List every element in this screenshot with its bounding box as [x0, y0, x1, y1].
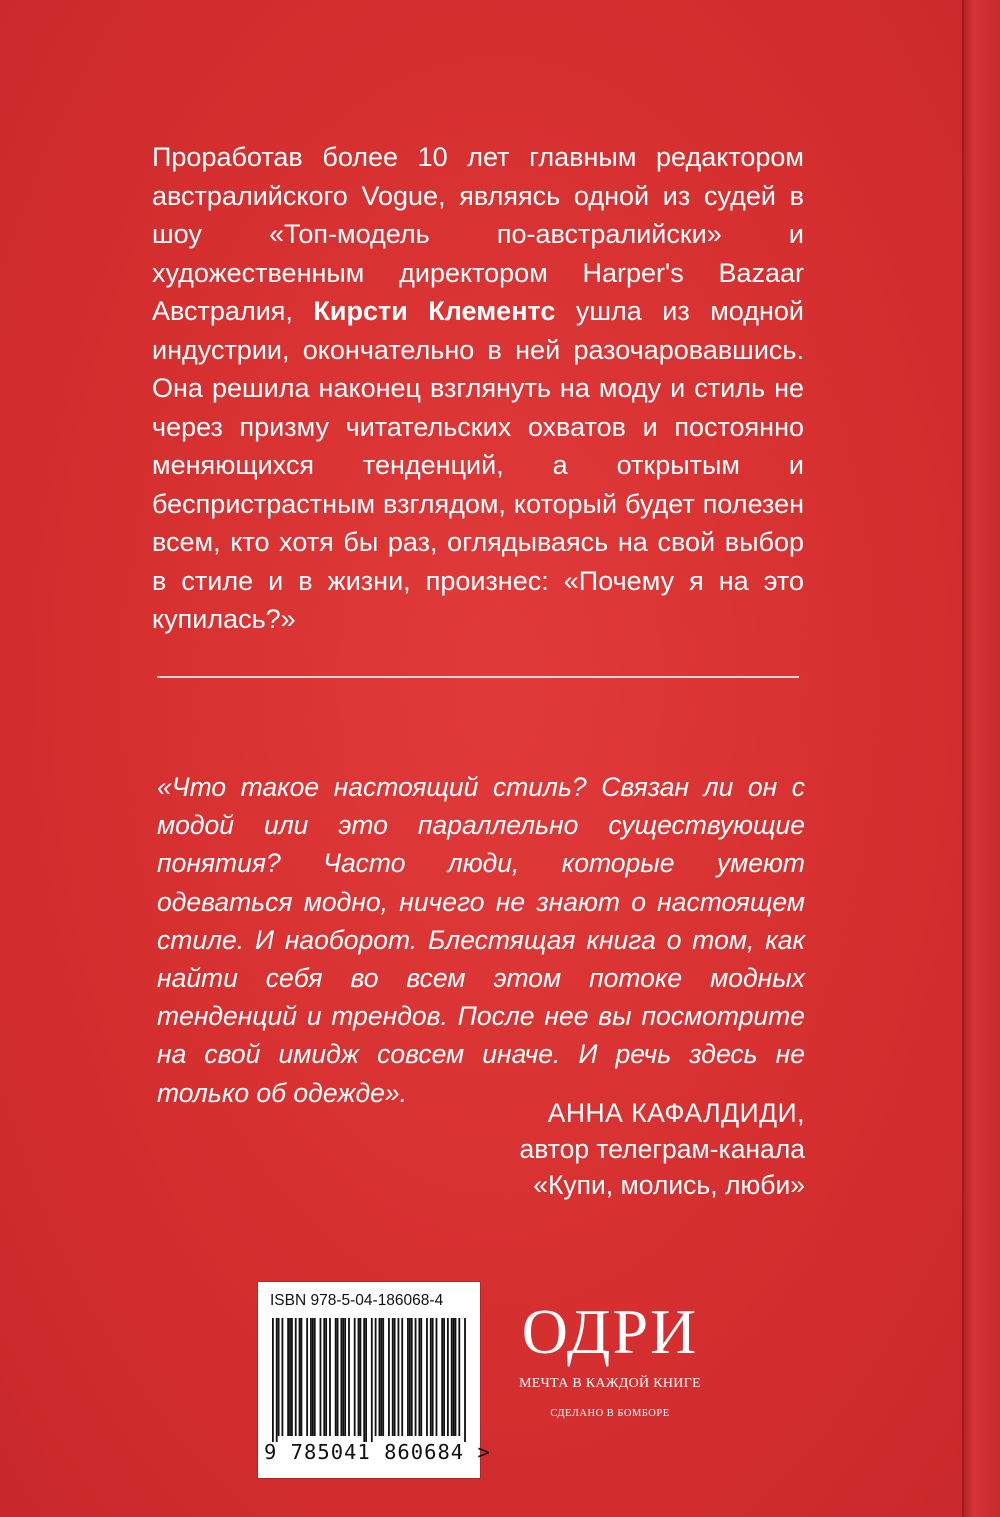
description-intro: Проработав более 10 лет главным редактором австралийского Vogue, являясь одной из судей в шоу «Топ-модель по-австралийски» и художественным директором Harper's Bazaar Австралия, [152, 142, 804, 326]
barcode-digits: 9 785041 860684 > [264, 1440, 491, 1464]
book-description [152, 138, 804, 639]
description-rest: ушла из модной индустрии, окончательно в ней разочаровавшись. Она решила наконец взглянуть на моду и стиль не через призму читательских охватов и постоянно меняющихся тенденций, а открытым и беспристрастным взглядом, который будет полезен всем, кто хотя бы раз, оглядываясь на свой выбор в стиле и в жизни, произнес: «Почему я на это купилась?» [152, 296, 804, 634]
author-name: Кирсти Клементс [313, 296, 556, 326]
publisher-tagline: МЕЧТА В КАЖДОЙ КНИГЕ [519, 1376, 701, 1391]
isbn-text: ISBN 978-5-04-186068-4 [270, 1292, 444, 1309]
reviewer-name: АННА КАФАЛДИДИ, [547, 1098, 805, 1128]
review-quote [157, 768, 805, 1112]
quote-text: «Что такое настоящий стиль? Связан ли он с модой или это параллельно существующие понятия? Часто люди, которые умеют одеваться модно, ничего не знают о настоящем стиле. И наоборот. Блестящая книга о том, как найти себя во всем этом потоке модных тенденций и трендов. После нее вы посмотрите на свой имидж совсем иначе. И речь здесь не только об одежде». [157, 772, 805, 1108]
section-divider [157, 676, 799, 678]
barcode-label [258, 1282, 491, 1478]
barcode-icon [272, 1318, 466, 1442]
reviewer-channel: «Купи, молись, люби» [533, 1170, 805, 1200]
spine-edge [962, 0, 1000, 1517]
publisher-logo-mark: ОДРИ [521, 1296, 699, 1367]
spine-crease [962, 0, 964, 1517]
publisher-subline: СДЕЛАНО В БОМБОРЕ [550, 1408, 670, 1419]
publisher-logo [510, 1296, 710, 1419]
reviewer-role: автор телеграм-канала [519, 1134, 805, 1164]
quote-attribution [305, 1095, 805, 1203]
